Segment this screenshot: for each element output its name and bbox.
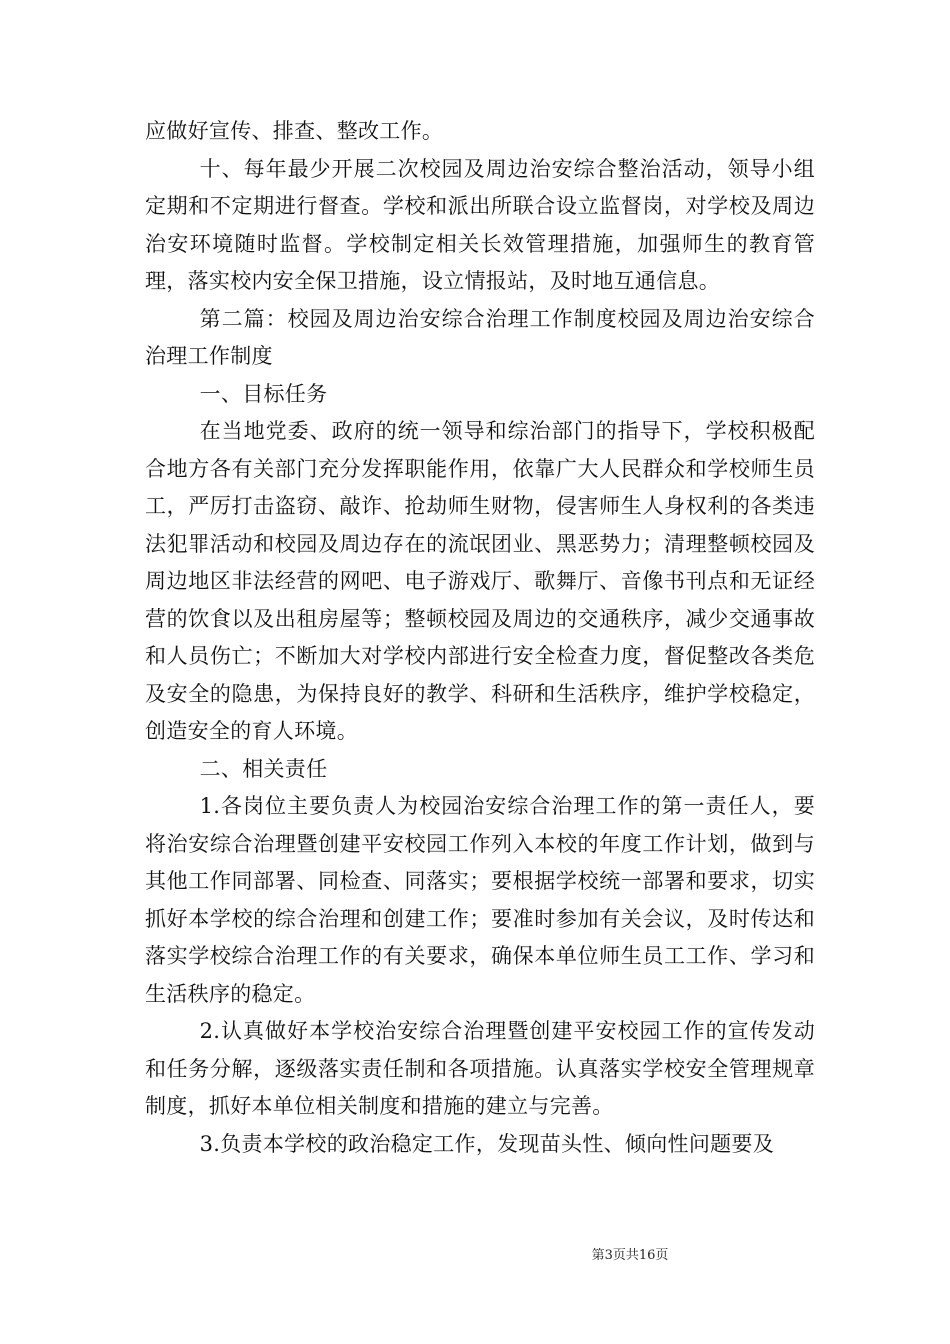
- paragraph-continuation: 应做好宣传、排查、整改工作。: [145, 119, 444, 143]
- paragraph-responsibility-2: 2.认真做好本学校治安综合治理暨创建平安校园工作的宣传发动和任务分解，逐级落实责任制和各项措施。认真落实学校安全管理规章制度，抓好本单位相关制度和措施的建立与完善。: [145, 1019, 815, 1118]
- paragraph-responsibility-3: 3.负责本学校的政治稳定工作，发现苗头性、倾向性问题要及: [199, 1131, 775, 1156]
- paragraph-responsibility-1: 1.各岗位主要负责人为校园治安综合治理工作的第一责任人，要将治安综合治理暨创建平安校园工作列入本校的年度工作计划，做到与其他工作同部署、同检查、同落实；要根据学校统一部署和要求，切实抓好本学校的综合治理和创建工作；要准时参加有关会议，及时传达和落实学校综合治理工作的有关要求，确保本单位师生员工工作、学习和生活秩序的稳定。: [145, 794, 815, 1006]
- paragraph-goals: 在当地党委、政府的统一领导和综治部门的指导下，学校积极配合地方各有关部门充分发挥职能作用，依靠广大人民群众和学校师生员工，严厉打击盗窃、敲诈、抢劫师生财物，侵害师生人身权利的各类违法犯罪活动和校园及周边存在的流氓团业、黑恶势力；清理整顿校园及周边地区非法经营的网吧、电子游戏厅、歌舞厅、音像书刊点和无证经营的饮食以及出租房屋等；整顿校园及周边的交通秩序，减少交通事故和人员伤亡；不断加大对学校内部进行安全检查力度，督促整改各类危及安全的隐患，为保持良好的教学、科研和生活秩序，维护学校稳定，创造安全的育人环境。: [145, 419, 815, 743]
- heading-goals: 一、目标任务: [199, 381, 328, 406]
- document-body: [145, 113, 815, 1163]
- paragraph-item-ten: 十、每年最少开展二次校园及周边治安综合整治活动，领导小组定期和不定期进行督查。学校和派出所联合设立监督岗，对学校及周边治安环境随时监督。学校制定相关长效管理措施，加强师生的教育管理，落实校内安全保卫措施，设立情报站，及时地互通信息。: [145, 156, 815, 293]
- heading-responsibilities: 二、相关责任: [199, 756, 328, 781]
- page-number-footer: 第3页共16页: [591, 1248, 669, 1263]
- section-heading-part-two: 第二篇：校园及周边治安综合治理工作制度校园及周边治安综合治理工作制度: [145, 306, 815, 368]
